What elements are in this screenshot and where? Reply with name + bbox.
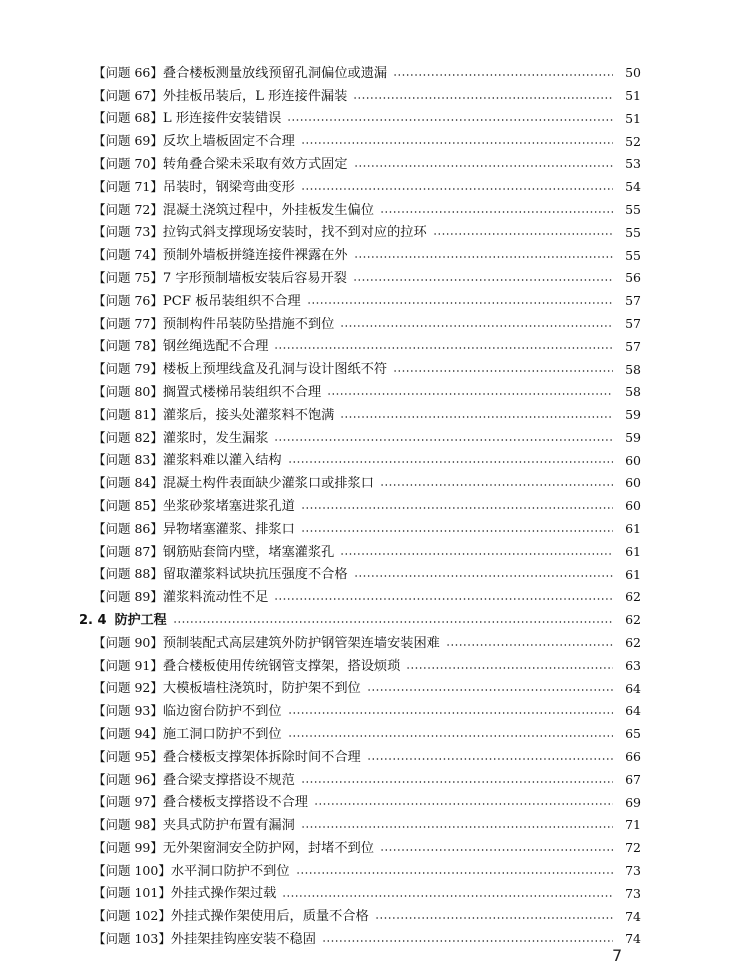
- toc-entry[interactable]: [79, 883, 641, 906]
- entry-text: 反坎上墙板固定不合理: [162, 134, 295, 150]
- page-ref: 74: [625, 931, 641, 947]
- toc-entry-title: [79, 634, 442, 651]
- page-ref: 61: [625, 543, 641, 559]
- toc-entry[interactable]: [79, 678, 641, 701]
- page-ref: 53: [625, 156, 641, 172]
- page-number: 7: [612, 946, 623, 965]
- toc-entry-title: [79, 682, 363, 695]
- toc-entry-title: [79, 705, 284, 718]
- question-label: 【问题 89】: [93, 589, 163, 605]
- question-label: 【问题 100】: [93, 862, 171, 878]
- table-of-contents: [79, 62, 641, 951]
- dot-leader: [375, 917, 613, 919]
- question-label: 【问题 92】: [93, 680, 163, 696]
- toc-entry[interactable]: [79, 518, 641, 541]
- dot-leader: [340, 325, 613, 327]
- dot-leader: [380, 849, 613, 851]
- question-label: 【问题 83】: [93, 452, 163, 468]
- question-label: 【问题 86】: [93, 520, 163, 536]
- toc-entry-title: [79, 64, 389, 81]
- entry-text: 异物堵塞灌浆、排浆口: [162, 521, 295, 537]
- toc-entry[interactable]: [79, 404, 641, 427]
- question-label: 【问题 82】: [93, 429, 163, 445]
- dot-leader: [367, 758, 613, 760]
- entry-text: 钢筋贴套筒内壁，堵塞灌浆孔: [162, 544, 335, 560]
- entry-text: 转角叠合梁未采取有效方式固定: [162, 156, 348, 172]
- entry-text: 坐浆砂浆堵塞进浆孔道: [162, 498, 295, 514]
- toc-entry[interactable]: [79, 541, 641, 564]
- toc-entry[interactable]: [79, 632, 641, 655]
- section-number: 2. 4: [79, 613, 107, 629]
- page-ref: 57: [625, 293, 641, 309]
- entry-text: 灌浆料流动性不足: [162, 590, 269, 606]
- question-label: 【问题 87】: [93, 543, 163, 559]
- toc-entry[interactable]: [79, 130, 641, 153]
- toc-entry[interactable]: [79, 267, 641, 290]
- dot-leader: [393, 74, 613, 76]
- entry-text: PCF 板吊装组织不合理: [162, 293, 301, 309]
- entry-text: 预制外墙板拼缝连接件裸露在外: [162, 248, 348, 264]
- page-ref: 50: [625, 65, 641, 81]
- toc-entry[interactable]: [79, 723, 641, 746]
- toc-entry-title: [79, 363, 389, 376]
- question-label: 【问题 102】: [93, 908, 171, 924]
- page-ref: 54: [625, 179, 641, 195]
- dot-leader: [340, 553, 613, 555]
- entry-text: 外挂架挂钩座安装不稳固: [170, 932, 316, 948]
- dot-leader: [406, 667, 613, 669]
- question-label: 【问题 96】: [93, 771, 163, 787]
- toc-entry-title: [79, 657, 402, 674]
- dot-leader: [354, 575, 613, 577]
- dot-leader: [367, 689, 613, 691]
- toc-entry[interactable]: [79, 244, 641, 267]
- question-label: 【问题 99】: [93, 839, 163, 855]
- page-ref: 64: [625, 680, 641, 696]
- page-ref: 67: [625, 771, 641, 787]
- entry-text: L 形连接件安装错误: [162, 111, 282, 127]
- page-ref: 59: [625, 429, 641, 445]
- page-ref: 73: [625, 885, 641, 901]
- dot-leader: [301, 530, 613, 532]
- dot-leader: [354, 256, 613, 258]
- toc-entry-title: [79, 315, 336, 332]
- question-label: 【问题 70】: [93, 155, 163, 171]
- page-ref: 51: [625, 87, 641, 103]
- page-ref: 57: [625, 315, 641, 331]
- toc-entry[interactable]: [79, 928, 641, 951]
- dot-leader: [380, 211, 613, 213]
- dot-leader: [287, 119, 613, 121]
- dot-leader: [380, 484, 613, 486]
- toc-entry[interactable]: [79, 450, 641, 473]
- dot-leader: [301, 781, 613, 783]
- toc-entry[interactable]: [79, 769, 641, 792]
- page-ref: 55: [625, 224, 641, 240]
- entry-text: 预制构件吊装防坠措施不到位: [162, 316, 335, 332]
- page-ref: 58: [625, 384, 641, 400]
- question-label: 【问题 95】: [93, 748, 163, 764]
- toc-entry-title: [79, 887, 278, 900]
- toc-entry[interactable]: [79, 222, 641, 245]
- dot-leader: [282, 895, 613, 897]
- toc-entry[interactable]: [79, 495, 641, 518]
- question-label: 【问题 71】: [93, 178, 163, 194]
- toc-entry[interactable]: [79, 700, 641, 723]
- dot-leader: [433, 233, 613, 235]
- page-ref: 55: [625, 247, 641, 263]
- toc-entry[interactable]: [79, 199, 641, 222]
- dot-leader: [301, 188, 613, 190]
- page-ref: 71: [625, 817, 641, 833]
- dot-leader: [353, 97, 613, 99]
- question-label: 【问题 75】: [93, 269, 163, 285]
- entry-text: 钢丝绳选配不合理: [162, 339, 269, 355]
- entry-text: 灌浆后，接头处灌浆料不饱满: [162, 407, 335, 423]
- toc-entry[interactable]: [79, 381, 641, 404]
- dot-leader: [274, 347, 613, 349]
- toc-entry-title: [79, 201, 376, 218]
- question-label: 【问题 69】: [93, 133, 163, 149]
- entry-text: 叠合梁支撑搭设不规范: [162, 772, 295, 788]
- dot-leader: [354, 165, 613, 167]
- entry-text: 外挂板吊装后，L 形连接件漏装: [162, 88, 348, 104]
- dot-leader: [307, 302, 613, 304]
- dot-leader: [314, 803, 613, 805]
- toc-entry-title: [79, 112, 283, 125]
- page-ref: 63: [625, 657, 641, 673]
- entry-text: 大模板墙柱浇筑时，防护架不到位: [162, 681, 361, 697]
- dot-leader: [393, 370, 613, 372]
- page-ref: 74: [625, 908, 641, 924]
- toc-entry-title: [79, 568, 350, 581]
- toc-entry[interactable]: [79, 586, 641, 609]
- toc-entry-title: [79, 614, 169, 627]
- question-label: 【问题 98】: [93, 817, 163, 833]
- toc-entry-title: [79, 591, 270, 604]
- entry-text: 楼板上预埋线盒及孔洞与设计图纸不符: [162, 362, 388, 378]
- entry-text: 施工洞口防护不到位: [162, 726, 282, 742]
- toc-entry[interactable]: [79, 905, 641, 928]
- question-label: 【问题 73】: [93, 224, 163, 240]
- page-ref: 62: [625, 635, 641, 651]
- dot-leader: [301, 507, 613, 509]
- question-label: 【问题 97】: [93, 794, 163, 810]
- toc-entry[interactable]: [79, 860, 641, 883]
- toc-entry[interactable]: [79, 336, 641, 359]
- toc-entry-title: [79, 340, 270, 353]
- question-label: 【问题 88】: [93, 566, 163, 582]
- question-label: 【问题 85】: [93, 497, 163, 513]
- entry-text: 搁置式楼梯吊装组织不合理: [162, 384, 322, 400]
- toc-entry-title: [79, 87, 349, 104]
- toc-entry[interactable]: [79, 358, 641, 381]
- question-label: 【问题 93】: [93, 703, 163, 719]
- entry-text: 叠合楼板使用传统钢管支撑架，搭设烦琐: [162, 658, 401, 674]
- page-ref: 58: [625, 361, 641, 377]
- toc-entry[interactable]: [79, 814, 641, 837]
- page-ref: 61: [625, 566, 641, 582]
- entry-text: 吊装时，钢梁弯曲变形: [162, 179, 295, 195]
- entry-text: 外挂式操作架过载: [170, 886, 277, 902]
- question-label: 【问题 101】: [93, 885, 171, 901]
- toc-entry[interactable]: [79, 655, 641, 678]
- toc-entry[interactable]: [79, 564, 641, 587]
- question-label: 【问题 68】: [93, 110, 163, 126]
- question-label: 【问题 84】: [93, 475, 163, 491]
- page-ref: 60: [625, 498, 641, 514]
- toc-entry[interactable]: [79, 176, 641, 199]
- page-ref: 69: [625, 794, 641, 810]
- entry-text: 留取灌浆料试块抗压强度不合格: [162, 567, 348, 583]
- toc-entry-title: [79, 155, 350, 172]
- page-ref: 60: [625, 452, 641, 468]
- question-label: 【问题 74】: [93, 247, 163, 263]
- entry-text: 灌浆料难以灌入结构: [162, 453, 282, 469]
- entry-text: 叠合楼板测量放线预留孔洞偏位或遗漏: [162, 65, 388, 81]
- toc-entry[interactable]: [79, 472, 641, 495]
- question-label: 【问题 66】: [93, 64, 163, 80]
- toc-entry[interactable]: [79, 313, 641, 336]
- entry-text: 无外架窗洞安全防护网，封堵不到位: [162, 840, 374, 856]
- toc-entry-title: [79, 269, 349, 286]
- toc-entry[interactable]: [79, 837, 641, 860]
- dot-leader: [301, 826, 613, 828]
- entry-text: 混凝土构件表面缺少灌浆口或排浆口: [162, 476, 374, 492]
- question-label: 【问题 90】: [93, 634, 163, 650]
- toc-entry[interactable]: [79, 290, 641, 313]
- entry-text: 混凝土浇筑过程中，外挂板发生偏位: [162, 202, 374, 218]
- dot-leader: [274, 439, 613, 441]
- page-ref: 66: [625, 749, 641, 765]
- page-ref: 62: [625, 612, 641, 628]
- page-ref: 73: [625, 863, 641, 879]
- question-label: 【问题 78】: [93, 338, 163, 354]
- toc-entry-title: [79, 862, 292, 879]
- dot-leader: [340, 416, 613, 418]
- page-ref: 51: [625, 110, 641, 126]
- toc-entry-title: [79, 249, 350, 262]
- toc-entry-title: [79, 748, 363, 765]
- page-ref: 57: [625, 338, 641, 354]
- toc-entry-title: [79, 771, 297, 788]
- toc-entry-title: [79, 910, 371, 923]
- entry-text: 灌浆时，发生漏浆: [162, 430, 269, 446]
- page-ref: 64: [625, 703, 641, 719]
- entry-text: 拉钩式斜支撑现场安装时，找不到对应的拉环: [162, 225, 427, 241]
- toc-entry-title: [79, 725, 284, 742]
- entry-text: 防护工程: [114, 613, 167, 629]
- dot-leader: [301, 142, 613, 144]
- dot-leader: [327, 393, 613, 395]
- toc-section-heading[interactable]: [79, 609, 641, 632]
- entry-text: 7 字形预制墙板安装后容易开裂: [162, 270, 347, 286]
- toc-entry-title: [79, 819, 297, 832]
- question-label: 【问题 81】: [93, 406, 163, 422]
- question-label: 【问题 77】: [93, 315, 163, 331]
- toc-entry[interactable]: [79, 746, 641, 769]
- toc-entry-title: [79, 429, 270, 446]
- entry-text: 外挂式操作架使用后，质量不合格: [170, 909, 369, 925]
- entry-text: 临边窗台防护不到位: [162, 704, 282, 720]
- toc-entry-title: [79, 292, 303, 309]
- dot-leader: [288, 461, 613, 463]
- dot-leader: [274, 598, 613, 600]
- toc-entry-title: [79, 839, 376, 856]
- question-label: 【问题 79】: [93, 361, 163, 377]
- toc-entry[interactable]: [79, 85, 641, 108]
- dot-leader: [288, 712, 613, 714]
- toc-entry[interactable]: [79, 792, 641, 815]
- page-ref: 59: [625, 407, 641, 423]
- dot-leader: [288, 735, 613, 737]
- question-label: 【问题 91】: [93, 657, 163, 673]
- toc-entry-title: [79, 497, 297, 514]
- entry-text: 叠合楼板支撑架体拆除时间不合理: [162, 749, 361, 765]
- page-ref: 55: [625, 201, 641, 217]
- page-ref: 72: [625, 840, 641, 856]
- page-ref: 56: [625, 270, 641, 286]
- entry-text: 叠合楼板支撑搭设不合理: [162, 795, 308, 811]
- question-label: 【问题 67】: [93, 87, 163, 103]
- entry-text: 水平洞口防护不到位: [170, 863, 290, 879]
- toc-entry-title: [79, 933, 318, 946]
- toc-entry-title: [79, 135, 297, 148]
- toc-entry-title: [79, 406, 336, 423]
- toc-entry[interactable]: [79, 108, 641, 131]
- page-ref: 61: [625, 521, 641, 537]
- page-ref: 60: [625, 475, 641, 491]
- toc-entry-title: [79, 178, 297, 195]
- entry-text: 夹具式防护布置有漏洞: [162, 818, 295, 834]
- question-label: 【问题 80】: [93, 383, 163, 399]
- toc-entry[interactable]: [79, 62, 641, 85]
- toc-entry-title: [79, 543, 336, 560]
- toc-entry-title: [79, 477, 376, 490]
- page-ref: 62: [625, 589, 641, 605]
- question-label: 【问题 72】: [93, 201, 163, 217]
- question-label: 【问题 76】: [93, 292, 163, 308]
- dot-leader: [173, 621, 613, 623]
- page-ref: 65: [625, 726, 641, 742]
- toc-entry[interactable]: [79, 153, 641, 176]
- toc-entry-title: [79, 796, 310, 809]
- toc-entry-title: [79, 520, 297, 537]
- toc-entry-title: [79, 226, 429, 239]
- page-ref: 52: [625, 133, 641, 149]
- question-label: 【问题 94】: [93, 725, 163, 741]
- dot-leader: [322, 940, 613, 942]
- entry-text: 预制装配式高层建筑外防护钢管架连墙安装困难: [162, 635, 440, 651]
- question-label: 【问题 103】: [93, 931, 171, 947]
- dot-leader: [296, 872, 613, 874]
- toc-entry[interactable]: [79, 427, 641, 450]
- dot-leader: [353, 279, 613, 281]
- toc-entry-title: [79, 454, 284, 467]
- toc-entry-title: [79, 383, 323, 400]
- dot-leader: [446, 644, 613, 646]
